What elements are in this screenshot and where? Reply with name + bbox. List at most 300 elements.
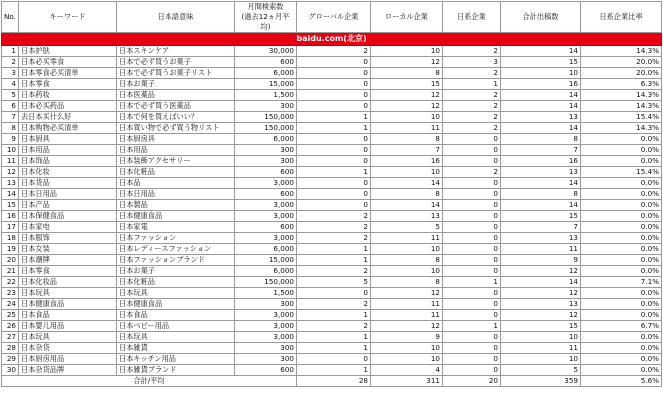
total-cell: 14 xyxy=(501,46,581,57)
total-cell: 12 xyxy=(501,266,581,277)
total-cell: 11 xyxy=(501,244,581,255)
ratio-cell: 0.0% xyxy=(581,189,662,200)
header-japanese: 日系企業 xyxy=(443,2,501,33)
meaning-cell: 日本品 xyxy=(117,178,235,189)
meaning-cell: 日本で必ず買うお菓子 xyxy=(117,57,235,68)
ratio-cell: 0.0% xyxy=(581,222,662,233)
local-cell: 12 xyxy=(371,288,443,299)
ratio-cell: 14.3% xyxy=(581,90,662,101)
total-japanese: 20 xyxy=(443,376,501,387)
keyword-cell: 日本杂货 xyxy=(19,343,117,354)
keyword-cell: 日本玩具 xyxy=(19,332,117,343)
table-row xyxy=(2,145,662,156)
local-cell: 7 xyxy=(371,145,443,156)
japanese-cell: 0 xyxy=(443,134,501,145)
header-total: 合計出稿数 xyxy=(501,2,581,33)
keyword-cell: 日本食品 xyxy=(19,310,117,321)
ratio-cell: 0.0% xyxy=(581,266,662,277)
ratio-cell: 15.4% xyxy=(581,167,662,178)
keyword-cell: 日本零食 xyxy=(19,266,117,277)
ratio-cell: 0.0% xyxy=(581,288,662,299)
global-cell: 0 xyxy=(297,90,371,101)
japanese-cell: 2 xyxy=(443,68,501,79)
keyword-cell: 日本女装 xyxy=(19,244,117,255)
keyword-cell: 日本健康食品 xyxy=(19,299,117,310)
japanese-cell: 0 xyxy=(443,244,501,255)
keyword-cell: 日本日用品 xyxy=(19,189,117,200)
ratio-cell: 14.3% xyxy=(581,123,662,134)
keyword-ad-table xyxy=(1,1,662,387)
global-cell: 0 xyxy=(297,189,371,200)
table-row xyxy=(2,211,662,222)
table-row xyxy=(2,134,662,145)
volume-cell: 150,000 xyxy=(235,112,297,123)
total-cell: 14 xyxy=(501,101,581,112)
total-cell: 13 xyxy=(501,233,581,244)
local-cell: 11 xyxy=(371,123,443,134)
header-meaning: 日本語意味 xyxy=(117,2,235,33)
meaning-cell: 日本レディースファッション xyxy=(117,244,235,255)
meaning-cell: 日本健康食品 xyxy=(117,211,235,222)
meaning-cell: 日本ファッション xyxy=(117,233,235,244)
meaning-cell: 日本日用品 xyxy=(117,189,235,200)
keyword-cell: 日本玩具 xyxy=(19,288,117,299)
ratio-cell: 0.0% xyxy=(581,365,662,376)
global-cell: 2 xyxy=(297,46,371,57)
volume-cell: 600 xyxy=(235,57,297,68)
total-cell: 16 xyxy=(501,79,581,90)
local-cell: 12 xyxy=(371,90,443,101)
volume-cell: 600 xyxy=(235,365,297,376)
total-cell: 16 xyxy=(501,156,581,167)
global-cell: 0 xyxy=(297,145,371,156)
ratio-cell: 6.3% xyxy=(581,79,662,90)
table-body xyxy=(2,46,662,376)
global-cell: 2 xyxy=(297,211,371,222)
volume-cell: 15,000 xyxy=(235,79,297,90)
row-number: 5 xyxy=(2,90,19,101)
table-row xyxy=(2,310,662,321)
volume-cell: 6,000 xyxy=(235,134,297,145)
global-cell: 1 xyxy=(297,244,371,255)
global-cell: 2 xyxy=(297,266,371,277)
keyword-cell: 去日本买什么好 xyxy=(19,112,117,123)
japanese-cell: 2 xyxy=(443,112,501,123)
row-number: 27 xyxy=(2,332,19,343)
global-cell: 5 xyxy=(297,277,371,288)
global-cell: 1 xyxy=(297,332,371,343)
japanese-cell: 0 xyxy=(443,310,501,321)
row-number: 11 xyxy=(2,156,19,167)
keyword-cell: 日本化妆品 xyxy=(19,277,117,288)
local-cell: 8 xyxy=(371,255,443,266)
table-row xyxy=(2,354,662,365)
japanese-cell: 2 xyxy=(443,123,501,134)
keyword-cell: 日本杂货品牌 xyxy=(19,365,117,376)
local-cell: 12 xyxy=(371,57,443,68)
japanese-cell: 0 xyxy=(443,222,501,233)
global-cell: 0 xyxy=(297,178,371,189)
volume-cell: 300 xyxy=(235,299,297,310)
meaning-cell: 日本スキンケア xyxy=(117,46,235,57)
row-number: 8 xyxy=(2,123,19,134)
global-cell: 0 xyxy=(297,68,371,79)
meaning-cell: 日本化粧品 xyxy=(117,277,235,288)
meaning-cell: 日本で何を買えばいい？ xyxy=(117,112,235,123)
table-row xyxy=(2,123,662,134)
total-cell: 9 xyxy=(501,255,581,266)
volume-cell: 15,000 xyxy=(235,255,297,266)
japanese-cell: 0 xyxy=(443,354,501,365)
ratio-cell: 20.0% xyxy=(581,68,662,79)
row-number: 30 xyxy=(2,365,19,376)
keyword-cell: 日本药妆 xyxy=(19,90,117,101)
volume-cell: 3,000 xyxy=(235,178,297,189)
keyword-cell: 日本保健食品 xyxy=(19,211,117,222)
volume-cell: 6,000 xyxy=(235,68,297,79)
global-cell: 0 xyxy=(297,134,371,145)
global-cell: 0 xyxy=(297,354,371,365)
local-cell: 12 xyxy=(371,321,443,332)
banner-row xyxy=(2,33,662,46)
total-cell: 14 xyxy=(501,90,581,101)
ratio-cell: 14.3% xyxy=(581,101,662,112)
row-number: 15 xyxy=(2,200,19,211)
keyword-cell: 日本购物必买清单 xyxy=(19,123,117,134)
volume-cell: 3,000 xyxy=(235,211,297,222)
total-cell: 11 xyxy=(501,343,581,354)
volume-cell: 600 xyxy=(235,222,297,233)
keyword-cell: 日本必买零食 xyxy=(19,57,117,68)
keyword-cell: 日本婴儿用品 xyxy=(19,321,117,332)
table-row xyxy=(2,189,662,200)
japanese-cell: 0 xyxy=(443,343,501,354)
local-cell: 12 xyxy=(371,101,443,112)
table-row xyxy=(2,112,662,123)
global-cell: 0 xyxy=(297,101,371,112)
table-row xyxy=(2,299,662,310)
total-cell: 14 xyxy=(501,123,581,134)
keyword-cell: 日本饰品 xyxy=(19,156,117,167)
global-cell: 2 xyxy=(297,299,371,310)
ratio-cell: 0.0% xyxy=(581,178,662,189)
table-row xyxy=(2,365,662,376)
ratio-cell: 0.0% xyxy=(581,200,662,211)
ratio-cell: 0.0% xyxy=(581,332,662,343)
table-row xyxy=(2,46,662,57)
table-row xyxy=(2,244,662,255)
global-cell: 1 xyxy=(297,343,371,354)
keyword-cell: 日本零食 xyxy=(19,79,117,90)
table-row xyxy=(2,321,662,332)
row-number: 28 xyxy=(2,343,19,354)
volume-cell: 300 xyxy=(235,343,297,354)
total-cell: 15 xyxy=(501,57,581,68)
header-no: No. xyxy=(2,2,19,33)
japanese-cell: 0 xyxy=(443,200,501,211)
row-number: 16 xyxy=(2,211,19,222)
meaning-cell: 日本お菓子 xyxy=(117,266,235,277)
japanese-cell: 0 xyxy=(443,255,501,266)
volume-cell: 600 xyxy=(235,189,297,200)
row-number: 7 xyxy=(2,112,19,123)
local-cell: 11 xyxy=(371,310,443,321)
keyword-cell: 日本厨房用品 xyxy=(19,354,117,365)
total-cell: 13 xyxy=(501,167,581,178)
global-cell: 1 xyxy=(297,365,371,376)
meaning-cell: 日本家電 xyxy=(117,222,235,233)
volume-cell: 600 xyxy=(235,167,297,178)
keyword-cell: 日本服饰 xyxy=(19,233,117,244)
volume-cell: 6,000 xyxy=(235,266,297,277)
japanese-cell: 1 xyxy=(443,277,501,288)
global-cell: 0 xyxy=(297,288,371,299)
meaning-cell: 日本雑貨 xyxy=(117,343,235,354)
keyword-cell: 日本必买药品 xyxy=(19,101,117,112)
volume-cell: 6,000 xyxy=(235,244,297,255)
table-row xyxy=(2,167,662,178)
local-cell: 15 xyxy=(371,79,443,90)
ratio-cell: 0.0% xyxy=(581,299,662,310)
ratio-cell: 14.3% xyxy=(581,46,662,57)
total-cell: 13 xyxy=(501,299,581,310)
local-cell: 8 xyxy=(371,277,443,288)
table-row xyxy=(2,233,662,244)
total-cell: 15 xyxy=(501,321,581,332)
ratio-cell: 0.0% xyxy=(581,134,662,145)
japanese-cell: 0 xyxy=(443,266,501,277)
local-cell: 10 xyxy=(371,167,443,178)
table-row xyxy=(2,277,662,288)
total-global: 28 xyxy=(297,376,371,387)
total-cell: 12 xyxy=(501,288,581,299)
local-cell: 11 xyxy=(371,299,443,310)
row-number: 9 xyxy=(2,134,19,145)
total-cell: 8 xyxy=(501,189,581,200)
table-row xyxy=(2,332,662,343)
meaning-cell: 日本装飾アクセサリー xyxy=(117,156,235,167)
local-cell: 4 xyxy=(371,365,443,376)
keyword-cell: 日本货品 xyxy=(19,178,117,189)
japanese-cell: 0 xyxy=(443,211,501,222)
local-cell: 8 xyxy=(371,134,443,145)
global-cell: 1 xyxy=(297,167,371,178)
meaning-cell: 日本で必ず買う医薬品 xyxy=(117,101,235,112)
global-cell: 0 xyxy=(297,200,371,211)
table-row xyxy=(2,200,662,211)
row-number: 17 xyxy=(2,222,19,233)
total-cell: 14 xyxy=(501,200,581,211)
meaning-cell: 日本用品 xyxy=(117,145,235,156)
meaning-cell: 日本ベビー用品 xyxy=(117,321,235,332)
japanese-cell: 2 xyxy=(443,90,501,101)
ratio-cell: 6.7% xyxy=(581,321,662,332)
local-cell: 9 xyxy=(371,332,443,343)
volume-cell: 300 xyxy=(235,101,297,112)
row-number: 21 xyxy=(2,266,19,277)
volume-cell: 300 xyxy=(235,156,297,167)
row-number: 13 xyxy=(2,178,19,189)
local-cell: 14 xyxy=(371,200,443,211)
table-row xyxy=(2,79,662,90)
japanese-cell: 0 xyxy=(443,178,501,189)
ratio-cell: 0.0% xyxy=(581,310,662,321)
table-row xyxy=(2,68,662,79)
keyword-cell: 日本产品 xyxy=(19,200,117,211)
row-number: 24 xyxy=(2,299,19,310)
banner-title: baidu.com(北京) xyxy=(2,33,662,46)
ratio-cell: 0.0% xyxy=(581,156,662,167)
local-cell: 16 xyxy=(371,156,443,167)
header-global: グローバル企業 xyxy=(297,2,371,33)
japanese-cell: 1 xyxy=(443,321,501,332)
global-cell: 2 xyxy=(297,233,371,244)
global-cell: 1 xyxy=(297,123,371,134)
total-cell: 14 xyxy=(501,178,581,189)
global-cell: 0 xyxy=(297,57,371,68)
total-cell: 10 xyxy=(501,332,581,343)
table-row xyxy=(2,266,662,277)
row-number: 2 xyxy=(2,57,19,68)
header-keyword: キーワード xyxy=(19,2,117,33)
global-cell: 0 xyxy=(297,79,371,90)
total-cell: 15 xyxy=(501,211,581,222)
total-cell: 14 xyxy=(501,277,581,288)
local-cell: 11 xyxy=(371,233,443,244)
ratio-cell: 7.1% xyxy=(581,277,662,288)
global-cell: 1 xyxy=(297,112,371,123)
table-row xyxy=(2,156,662,167)
meaning-cell: 日本食品 xyxy=(117,310,235,321)
volume-cell: 3,000 xyxy=(235,321,297,332)
meaning-cell: 日本厨房具 xyxy=(117,134,235,145)
local-cell: 10 xyxy=(371,354,443,365)
total-cell: 13 xyxy=(501,112,581,123)
keyword-cell: 日本潮牌 xyxy=(19,255,117,266)
meaning-cell: 日本医薬品 xyxy=(117,90,235,101)
header-row xyxy=(2,2,662,33)
total-cell: 10 xyxy=(501,354,581,365)
total-cell: 5 xyxy=(501,365,581,376)
row-number: 18 xyxy=(2,233,19,244)
volume-cell: 3,000 xyxy=(235,332,297,343)
keyword-cell: 日本护肤 xyxy=(19,46,117,57)
volume-cell: 3,000 xyxy=(235,310,297,321)
volume-cell: 300 xyxy=(235,354,297,365)
table-row xyxy=(2,90,662,101)
meaning-cell: 日本玩具 xyxy=(117,332,235,343)
japanese-cell: 2 xyxy=(443,167,501,178)
header-local: ローカル企業 xyxy=(371,2,443,33)
ratio-cell: 0.0% xyxy=(581,211,662,222)
local-cell: 10 xyxy=(371,266,443,277)
global-cell: 2 xyxy=(297,321,371,332)
table-row xyxy=(2,222,662,233)
local-cell: 13 xyxy=(371,211,443,222)
row-number: 1 xyxy=(2,46,19,57)
local-cell: 10 xyxy=(371,343,443,354)
japanese-cell: 2 xyxy=(443,101,501,112)
row-number: 20 xyxy=(2,255,19,266)
row-number: 14 xyxy=(2,189,19,200)
total-cell: 8 xyxy=(501,134,581,145)
meaning-cell: 日本製品 xyxy=(117,200,235,211)
japanese-cell: 0 xyxy=(443,288,501,299)
volume-cell: 30,000 xyxy=(235,46,297,57)
ratio-cell: 0.0% xyxy=(581,255,662,266)
japanese-cell: 0 xyxy=(443,332,501,343)
total-count: 359 xyxy=(501,376,581,387)
row-number: 6 xyxy=(2,101,19,112)
header-volume: 月間検索数 (過去12ヵ月平均) xyxy=(235,2,297,33)
total-row xyxy=(2,376,662,387)
meaning-cell: 日本化粧品 xyxy=(117,167,235,178)
row-number: 23 xyxy=(2,288,19,299)
table-row xyxy=(2,255,662,266)
global-cell: 1 xyxy=(297,255,371,266)
keyword-cell: 日本厨具 xyxy=(19,134,117,145)
japanese-cell: 1 xyxy=(443,79,501,90)
ratio-cell: 15.4% xyxy=(581,112,662,123)
row-number: 26 xyxy=(2,321,19,332)
total-cell: 7 xyxy=(501,222,581,233)
keyword-cell: 日本用品 xyxy=(19,145,117,156)
local-cell: 10 xyxy=(371,112,443,123)
total-label: 合計/平均 xyxy=(2,376,297,387)
total-local: 311 xyxy=(371,376,443,387)
japanese-cell: 2 xyxy=(443,46,501,57)
ratio-cell: 0.0% xyxy=(581,343,662,354)
row-number: 4 xyxy=(2,79,19,90)
keyword-cell: 日本零食必买清单 xyxy=(19,68,117,79)
japanese-cell: 0 xyxy=(443,145,501,156)
ratio-cell: 0.0% xyxy=(581,244,662,255)
row-number: 10 xyxy=(2,145,19,156)
row-number: 3 xyxy=(2,68,19,79)
row-number: 12 xyxy=(2,167,19,178)
total-cell: 12 xyxy=(501,310,581,321)
table-row xyxy=(2,101,662,112)
volume-cell: 3,000 xyxy=(235,200,297,211)
japanese-cell: 0 xyxy=(443,299,501,310)
total-ratio: 5.6% xyxy=(581,376,662,387)
meaning-cell: 日本雑貨ブランド xyxy=(117,365,235,376)
ratio-cell: 20.0% xyxy=(581,57,662,68)
volume-cell: 150,000 xyxy=(235,123,297,134)
ratio-cell: 0.0% xyxy=(581,145,662,156)
meaning-cell: 日本買い物で必ず買う物リスト xyxy=(117,123,235,134)
global-cell: 1 xyxy=(297,310,371,321)
table-row xyxy=(2,343,662,354)
local-cell: 5 xyxy=(371,222,443,233)
row-number: 29 xyxy=(2,354,19,365)
row-number: 25 xyxy=(2,310,19,321)
meaning-cell: 日本で必ず買うお菓子リスト xyxy=(117,68,235,79)
ratio-cell: 0.0% xyxy=(581,354,662,365)
volume-cell: 300 xyxy=(235,145,297,156)
meaning-cell: 日本キッチン用品 xyxy=(117,354,235,365)
meaning-cell: 日本健康食品 xyxy=(117,299,235,310)
total-cell: 10 xyxy=(501,68,581,79)
meaning-cell: 日本お菓子 xyxy=(117,79,235,90)
table-row xyxy=(2,288,662,299)
meaning-cell: 日本ファッションブランド xyxy=(117,255,235,266)
local-cell: 8 xyxy=(371,68,443,79)
global-cell: 2 xyxy=(297,222,371,233)
ratio-cell: 0.0% xyxy=(581,233,662,244)
table-row xyxy=(2,178,662,189)
table-row xyxy=(2,57,662,68)
